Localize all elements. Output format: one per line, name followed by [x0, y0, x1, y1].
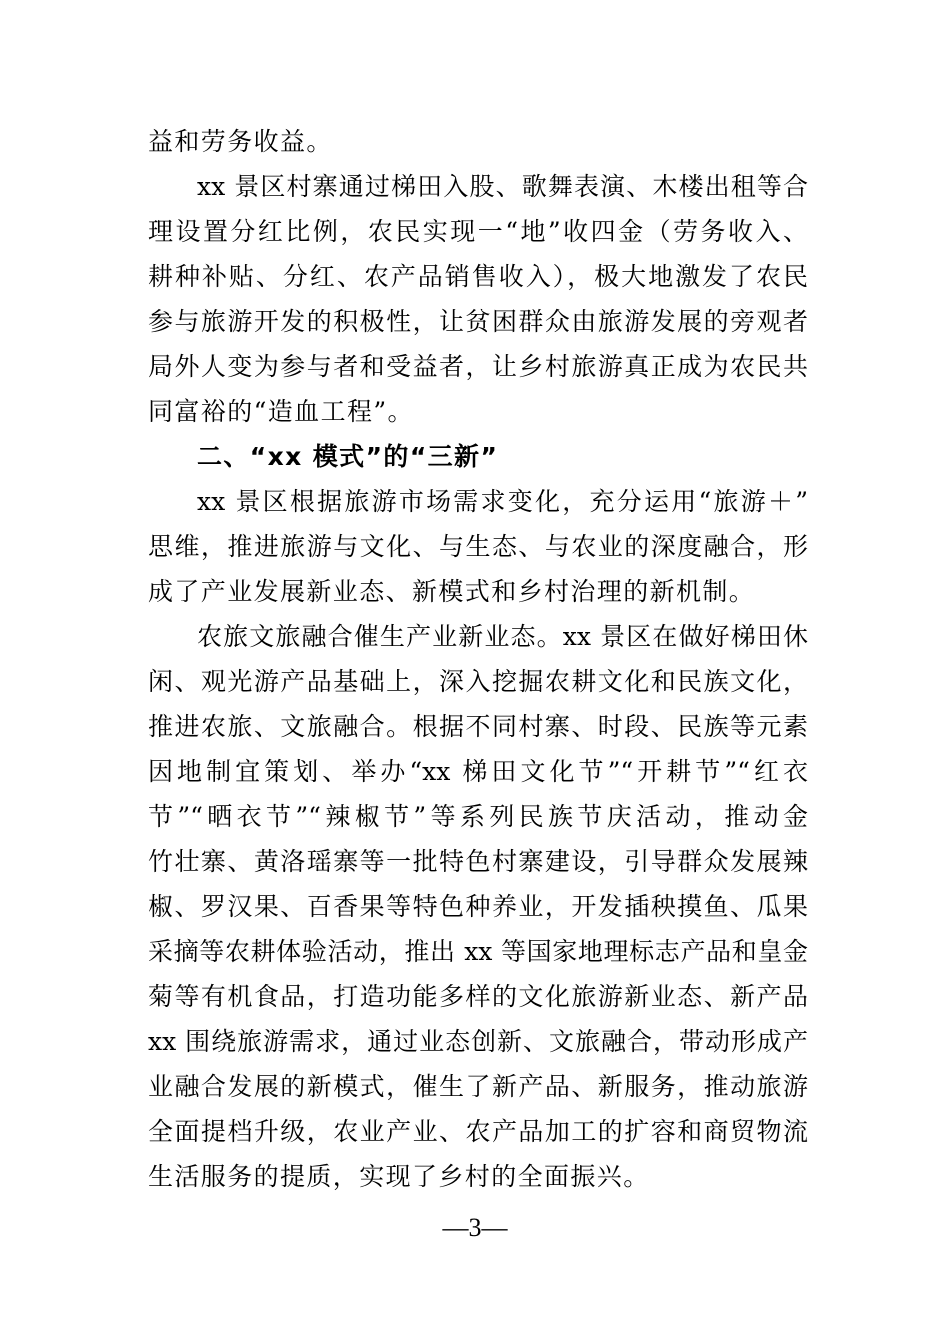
page-number: —3— [442, 1213, 508, 1242]
text-line: 节”“晒衣节”“辣椒节”等系列民族节庆活动，推动金 [148, 802, 808, 831]
text-line: 农旅文旅融合催生产业新业态。xx 景区在做好梯田休 [197, 622, 808, 651]
text-line: xx 围绕旅游需求，通过业态创新、文旅融合，带动形成产 [148, 1027, 808, 1056]
text-line: 全面提档升级，农业产业、农产品加工的扩容和商贸物流 [148, 1117, 808, 1146]
text-line: 椒、罗汉果、百香果等特色种养业，开发插秧摸鱼、瓜果 [148, 892, 808, 921]
text-line: 耕种补贴、分红、农产品销售收入），极大地激发了农民 [148, 262, 808, 291]
text-line: 因地制宜策划、举办“xx 梯田文化节”“开耕节”“红衣 [148, 757, 808, 786]
text-line: 理设置分红比例，农民实现一“地”收四金（劳务收入、 [148, 217, 808, 246]
text-line: 竹壮寨、黄洛瑶寨等一批特色村寨建设，引导群众发展辣 [148, 847, 808, 876]
text-line: 推进农旅、文旅融合。根据不同村寨、时段、民族等元素 [148, 712, 808, 741]
text-line: 局外人变为参与者和受益者，让乡村旅游真正成为农民共 [148, 352, 808, 381]
text-line: 益和劳务收益。 [148, 127, 333, 156]
text-line: xx 景区村寨通过梯田入股、歌舞表演、木楼出租等合 [197, 172, 808, 201]
text-line: 思维，推进旅游与文化、与生态、与农业的深度融合，形 [148, 532, 808, 561]
text-line: xx 景区根据旅游市场需求变化，充分运用“旅游＋” [197, 487, 808, 516]
text-line: 生活服务的提质，实现了乡村的全面振兴。 [148, 1162, 650, 1191]
text-line: 同富裕的“造血工程”。 [148, 397, 414, 426]
text-line: 成了产业发展新业态、新模式和乡村治理的新机制。 [148, 577, 756, 606]
text-line: 菊等有机食品，打造功能多样的文化旅游新业态、新产品 [148, 982, 808, 1011]
text-line: 业融合发展的新模式，催生了新产品、新服务，推动旅游 [148, 1072, 808, 1101]
section-heading: 二、“xx 模式”的“三新” [197, 442, 499, 471]
text-line: 闲、观光游产品基础上，深入挖掘农耕文化和民族文化， [148, 667, 808, 696]
text-line: 参与旅游开发的积极性，让贫困群众由旅游发展的旁观者 [148, 307, 808, 336]
text-line: 采摘等农耕体验活动，推出 xx 等国家地理标志产品和皇金 [148, 937, 808, 966]
